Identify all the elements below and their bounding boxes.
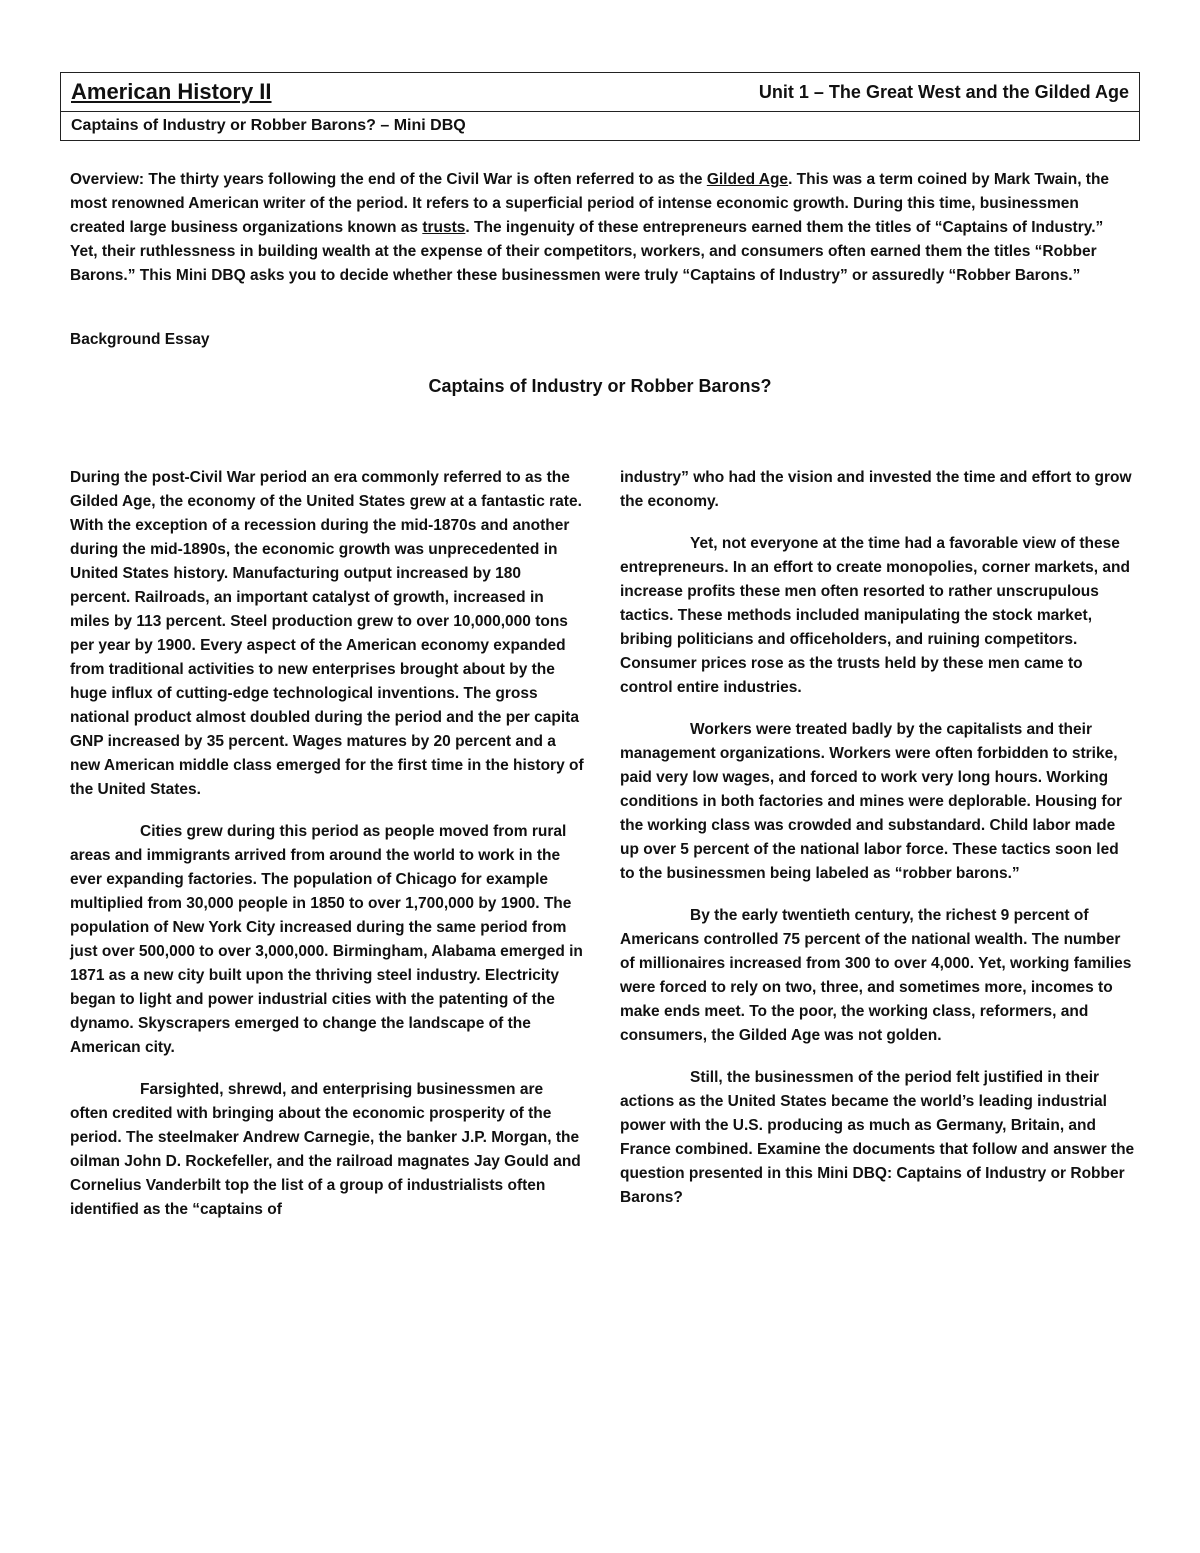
overview-text-1: The thirty years following the end of the Civil War is often referred to as the	[148, 171, 703, 188]
essay-paragraph: Workers were treated badly by the capitalists and their management organizations. Workers were often forbidden to strike, paid very low wages, and forced to work very long hours. Working conditions in both factories and mines were deplorable. Housing for the working class was crowded and substandard. Child labor made up over 5 percent of the national labor force. These tactics soon led to the businessmen being labeled as “robber barons.”	[620, 721, 1123, 882]
essay-paragraph: Still, the businessmen of the period felt justified in their actions as the United States became the world’s leading industrial power with the U.S. producing as much as Germany, Britain, and France combined. Examine the documents that follow and answer the question presented in this Mini DBQ: Captains of Industry or Robber Barons?	[620, 1069, 1135, 1206]
essay-title: Captains of Industry or Robber Barons?	[428, 376, 772, 396]
essay-paragraph: industry” who had the vision and invested the time and effort to grow the economy.	[620, 469, 1132, 510]
overview-label: Overview:	[70, 171, 145, 188]
background-essay-label: Background Essay	[70, 331, 210, 348]
essay-paragraph: During the post-Civil War period an era commonly referred to as the Gilded Age, the economy of the United States grew at a fantastic rate. With the exception of a recession during the mid-1870s and another during the mid-1890s, the economic growth was unprecedented in United States history. Manufacturing output increased by 180 percent. Railroads, an important catalyst of growth, increased in miles by 113 percent. Steel production grew to over 10,000,000 tons per year by 1900. Every aspect of the American economy expanded from traditional activities to new enterprises brought about by the huge influx of cutting-edge technological inventions. The gross national product almost doubled during the period and the per capita GNP increased by 35 percent. Wages matures by 20 percent and a new American middle class emerged for the first time in the history of the United States.	[70, 469, 584, 798]
lesson-title: Captains of Industry or Robber Barons? – Mini DBQ	[71, 117, 466, 134]
overview-text-2: . This was a term coined by Mark Twain, the most renowned American writer of the period. It refers to a superficial period of intense economic growth. During this time, businessmen created large business organizations known as	[70, 171, 1110, 236]
essay-paragraph: Yet, not everyone at the time had a favorable view of these entrepreneurs. In an effort to create monopolies, corner markets, and increase profits these men often resorted to rather unscrupulous tactics. These methods included manipulating the stock market, bribing politicians and officeholders, and ruining competitors. Consumer prices rose as the trusts held by these men came to control entire industries.	[620, 535, 1130, 696]
header-box	[60, 72, 1140, 141]
overview-paragraph	[70, 168, 1130, 288]
course-title: American History II	[71, 79, 272, 104]
essay-right-column	[620, 466, 1135, 1228]
header-top-row	[61, 73, 1139, 112]
overview-text-3: . The ingenuity of these entrepreneurs earned them the titles of “Captains of Industry.” Yet, their ruthlessness in building wealth at the expense of their competitors, workers, and consumers often earned them the titles “Robber Barons.” This Mini DBQ asks you to decide whether these businessmen were truly “Captains of Industry” or assuredly “Robber Barons.”	[70, 219, 1104, 284]
essay-left-column	[70, 466, 585, 1240]
unit-title: Unit 1 – The Great West and the Gilded Age	[758, 81, 1129, 102]
term-trusts: trusts	[422, 219, 466, 236]
essay-paragraph: Cities grew during this period as people moved from rural areas and immigrants arrived from around the world to work in the ever expanding factories. The population of Chicago for example multiplied from 30,000 people in 1850 to over 1,700,000 by 1900. The population of New York City increased during the same period from just over 500,000 to over 3,000,000. Birmingham, Alabama emerged in 1871 as a new city built upon the thriving steel industry. Electricity began to light and power industrial cities with the patenting of the dynamo. Skyscrapers emerged to change the landscape of the American city.	[70, 823, 583, 1056]
header-bottom-row	[61, 112, 1139, 140]
term-gilded-age: Gilded Age	[706, 171, 789, 188]
essay-paragraph: Farsighted, shrewd, and enterprising businessmen are often credited with bringing about the economic prosperity of the period. The steelmaker Andrew Carnegie, the banker J.P. Morgan, the oilman John D. Rockefeller, and the railroad magnates Jay Gould and Cornelius Vanderbilt top the list of a group of industrialists often identified as the “captains of	[70, 1081, 581, 1218]
essay-paragraph: By the early twentieth century, the richest 9 percent of Americans controlled 75 percent of the national wealth. The number of millionaires increased from 300 to over 4,000. Yet, working families were forced to rely on two, three, and sometimes more, incomes to make ends meet. To the poor, the working class, reformers, and consumers, the Gilded Age was not golden.	[620, 907, 1132, 1044]
